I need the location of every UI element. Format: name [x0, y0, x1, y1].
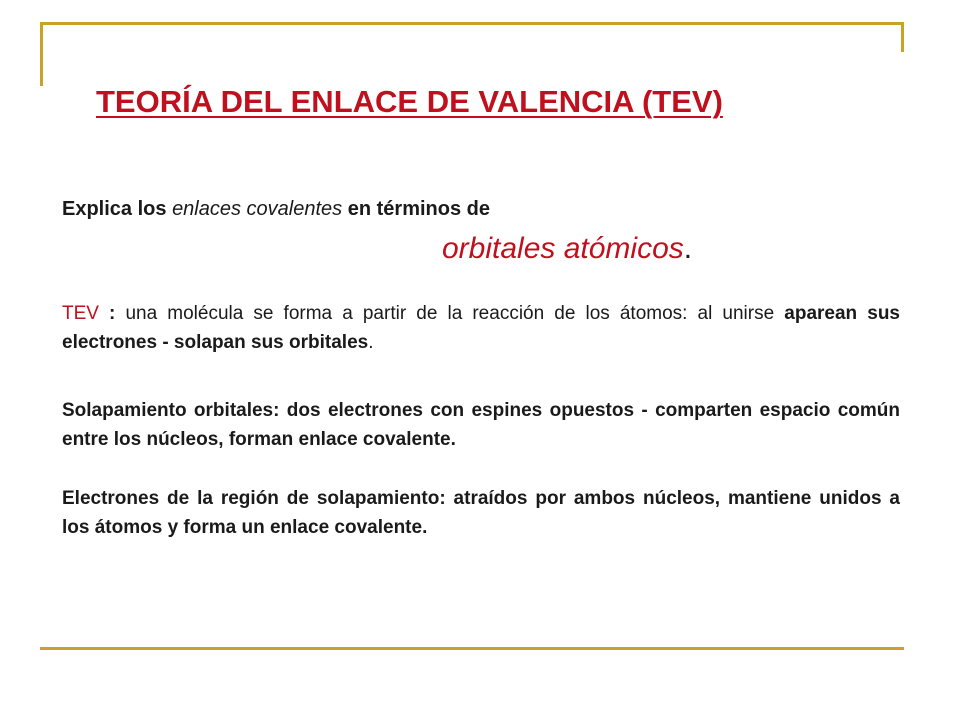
intro-period: .: [683, 232, 693, 265]
intro-italic-term: enlaces covalentes: [172, 198, 343, 220]
frame-top-line: [40, 22, 904, 25]
intro-text-start: Explica los: [62, 198, 173, 220]
frame-left-line: [40, 22, 43, 86]
intro-text-end: en términos de: [342, 198, 490, 220]
tev-text: una molécula se forma a partir de la reacción de los átomos: al unirse: [125, 303, 785, 324]
intro-line: [62, 198, 490, 221]
tev-label: TEV: [62, 303, 99, 324]
intro-highlight-line: [442, 232, 692, 266]
tev-period: .: [368, 332, 374, 353]
tev-paragraph: [62, 299, 900, 357]
frame-bottom-line: [40, 647, 904, 650]
slide-title: TEORÍA DEL ENLACE DE VALENCIA (TEV): [96, 84, 723, 119]
electrons-paragraph: Electrones de la región de solapamiento: atraídos por ambos núcleos, mantiene unidos a los átomos y forma un enlace covalente.: [62, 488, 900, 538]
frame-right-line: [901, 22, 904, 52]
intro-highlight: orbitales atómicos: [442, 232, 684, 265]
overlap-paragraph: Solapamiento orbitales: dos electrones con espines opuestos - comparten espacio común entre los núcleos, forman enlace covalente.: [62, 400, 900, 450]
tev-bold-text: aparean sus electrones - solapan sus orbitales: [62, 303, 900, 353]
tev-colon: :: [98, 303, 126, 324]
